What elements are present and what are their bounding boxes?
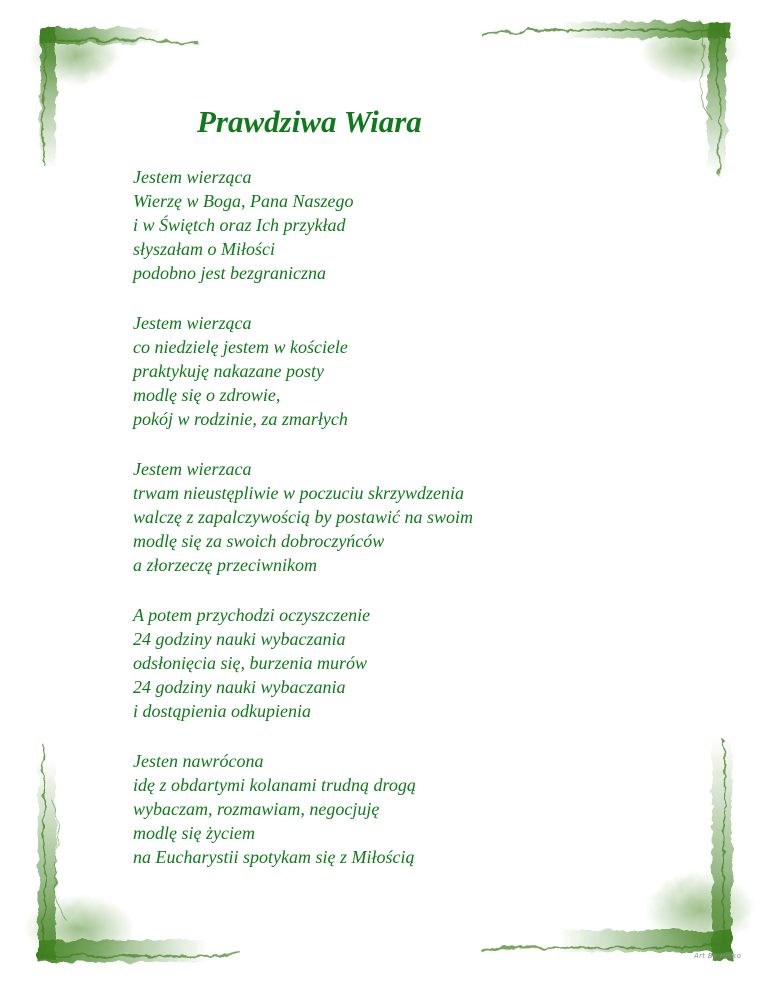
stanza-5 [133, 749, 693, 869]
poem-line: modlę się za swoich dobroczyńców [133, 531, 385, 551]
poem-line: i w Świętch oraz Ich przykład [133, 215, 346, 235]
poem-line: trwam nieustępliwie w poczuciu skrzywdzenia [133, 483, 464, 503]
poem-line: 24 godziny nauki wybaczania [133, 629, 346, 649]
poem-line: słyszałam o Miłości [133, 239, 275, 259]
poem-line: Jestem wierząca [133, 167, 252, 187]
poem-line: co niedzielę jestem w kościele [133, 337, 348, 357]
poem-line: Jesten nawrócona [133, 751, 264, 771]
poem-line: a złorzeczę przeciwnikom [133, 555, 317, 575]
poem-line: podobno jest bezgraniczna [133, 263, 326, 283]
poem-line: A potem przychodzi oczyszczenie [133, 605, 371, 625]
poem-body [133, 165, 693, 895]
poem-title: Prawdziwa Wiara [197, 104, 422, 139]
poem-line: modlę się o zdrowie, [133, 385, 281, 405]
poem-line: idę z obdartymi kolanami trudną drogą [133, 775, 416, 795]
poem-line: 24 godziny nauki wybaczania [133, 677, 346, 697]
poem-line: pokój w rodzinie, za zmarłych [133, 409, 348, 429]
poem-line: odsłonięcia się, burzenia murów [133, 653, 367, 673]
poem-line: na Eucharystii spotykam się z Miłością [133, 847, 415, 867]
poem-line: i dostąpienia odkupienia [133, 701, 311, 721]
poem-line: Jestem wierząca [133, 313, 252, 333]
artist-signature: Art By Halko [694, 952, 742, 960]
stanza-1 [133, 165, 693, 285]
poem-line: walczę z zapalczywością by postawić na swoim [133, 507, 473, 527]
top-left-corner-ornament [30, 25, 200, 168]
stanza-3 [133, 457, 693, 577]
top-right-corner-ornament [480, 18, 740, 175]
poem-line: praktykuję nakazane posty [133, 361, 324, 381]
poem-line: Wierzę w Boga, Pana Naszego [133, 191, 354, 211]
poem-line: Jestem wierzaca [133, 459, 252, 479]
stanza-4 [133, 603, 693, 723]
poem-line: modlę się życiem [133, 823, 255, 843]
poem-line: wybaczam, rozmawiam, negocjuję [133, 799, 380, 819]
stanza-2 [133, 311, 693, 431]
